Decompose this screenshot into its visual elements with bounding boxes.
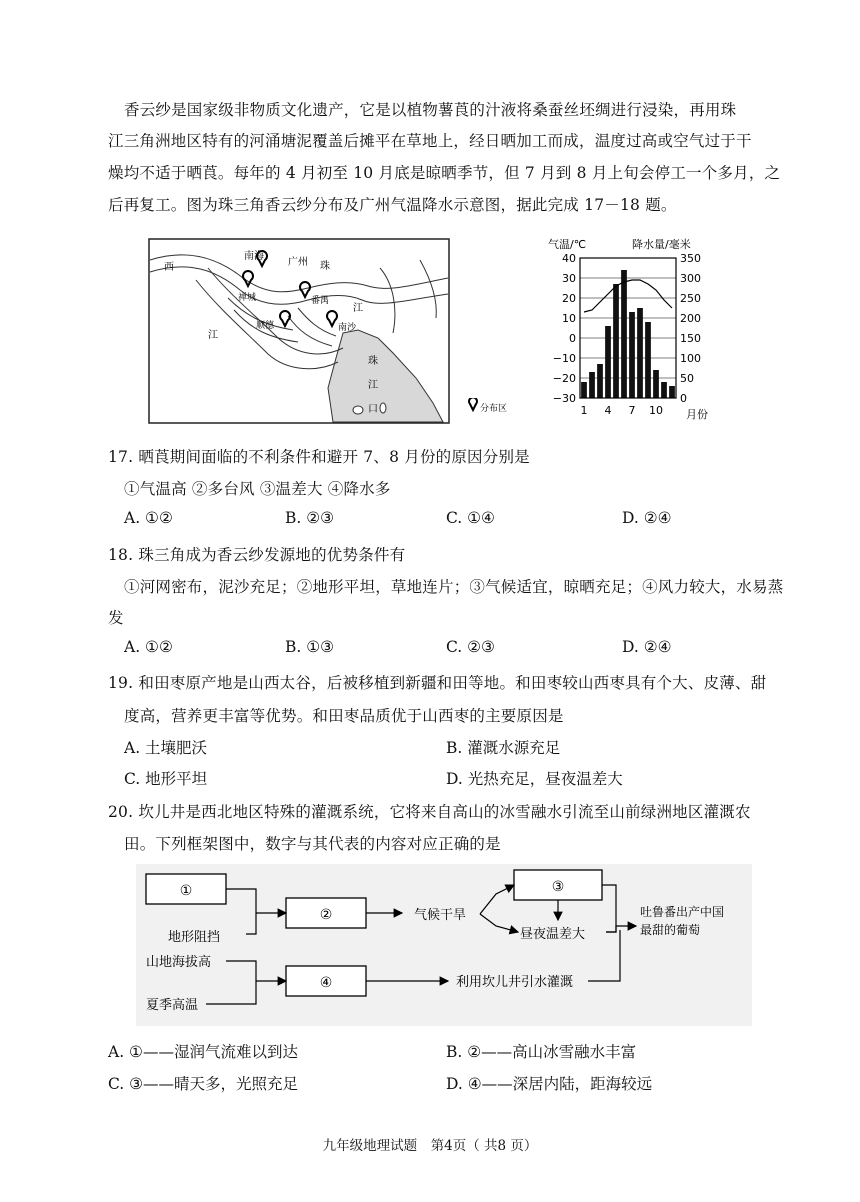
precipitation-bar (669, 386, 675, 398)
precipitation-bar (621, 270, 627, 398)
diagram-day-night-diff: 昼夜温差大 (520, 927, 586, 942)
map-label-jiang-east: 江 (353, 303, 363, 314)
q17-option-c[interactable]: C. ①④ (446, 509, 495, 527)
precipitation-bar (629, 312, 635, 398)
q19-option-a[interactable]: A. 土壤肥沃 (124, 739, 208, 757)
chart-right-tick: 200 (680, 312, 701, 325)
q18-option-a[interactable]: A. ①② (124, 638, 173, 656)
q17-stem: 17. 晒莨期间面临的不利条件和避开 7、8 月份的原因分别是 (108, 448, 530, 466)
map-label-estuary-zhu: 珠 (368, 356, 378, 367)
precipitation-bar (653, 370, 659, 398)
chart-right-tick: 300 (680, 272, 701, 285)
map-label-estuary-kou: 口 (368, 404, 378, 415)
intro-line-2: 江三角洲地区特有的河涌塘泥覆盖后摊平在草地上，经日晒加工而成，温度过高或空气过于干 (108, 132, 752, 150)
q20-option-c[interactable]: C. ③——晴天多，光照充足 (108, 1075, 299, 1093)
map-label-panyu: 番禺 (311, 296, 330, 306)
precipitation-bar (589, 372, 595, 398)
q19-option-c[interactable]: C. 地形平坦 (124, 770, 208, 788)
chart-right-tick: 150 (680, 332, 701, 345)
page-footer: 九年级地理试题 第4页（ 共8 页） (322, 1138, 538, 1154)
chart-x-tick: 4 (604, 404, 612, 417)
chart-left-tick: −10 (552, 352, 576, 365)
map-label-zhu: 珠 (320, 261, 330, 272)
chart-left-tick: −30 (552, 392, 576, 405)
diagram-box-4-label: ④ (319, 975, 333, 991)
q19-option-b[interactable]: B. 灌溉水源充足 (446, 739, 561, 757)
q19-option-d[interactable]: D. 光热充足，昼夜温差大 (446, 770, 623, 788)
chart-x-tick: 7 (628, 404, 636, 417)
q20-option-a[interactable]: A. ①——湿润气流难以到达 (108, 1043, 298, 1061)
chart-x-tick: 1 (580, 404, 588, 417)
q18-items-line2: 发 (108, 609, 124, 627)
q17-items: ①气温高 ②多台风 ③温差大 ④降水多 (124, 480, 391, 498)
q17-option-d[interactable]: D. ②④ (622, 509, 672, 527)
precipitation-bar (581, 382, 587, 398)
chart-left-tick: 20 (562, 292, 576, 305)
diagram-mountain-altitude: 山地海拔高 (146, 955, 212, 970)
pearl-river-delta-map (148, 238, 450, 424)
precipitation-bar (637, 308, 643, 398)
precipitation-bar (597, 364, 603, 398)
map-legend (466, 398, 516, 418)
map-label-nansha: 南沙 (338, 323, 357, 333)
chart-left-tick: 0 (569, 332, 576, 345)
diagram-result-line1: 吐鲁番出产中国 (640, 905, 725, 919)
karez-flow-diagram (136, 864, 752, 1026)
precipitation-bar (605, 326, 611, 398)
chart-right-tick: 100 (680, 352, 701, 365)
intro-line-3: 燥均不适于晒莨。每年的 4 月初至 10 月底是晾晒季节，但 7 月到 8 月上旬会停工一个多月，之 (108, 164, 781, 182)
chart-right-tick: 50 (680, 372, 694, 385)
map-label-estuary-jiang: 江 (368, 380, 378, 391)
guangzhou-climate-chart (536, 236, 720, 424)
diagram-summer-heat: 夏季高温 (146, 998, 199, 1013)
precipitation-bar (613, 284, 619, 398)
diagram-result-line2: 最甜的葡萄 (640, 923, 701, 937)
intro-line-4: 后再复工。图为珠三角香云纱分布及广州气温降水示意图，据此完成 17－18 题。 (108, 196, 677, 214)
map-label-shunde: 顺德 (256, 321, 275, 331)
intro-line-1: 香云纱是国家级非物质文化遗产，它是以植物薯莨的汁液将桑蚕丝坯绸进行浸染，再用珠 (124, 101, 737, 119)
map-label-chancheng: 禅城 (238, 293, 257, 303)
q18-option-c[interactable]: C. ②③ (446, 638, 495, 656)
q18-stem: 18. 珠三角成为香云纱发源地的优势条件有 (108, 546, 406, 564)
chart-x-label: 月份 (686, 408, 708, 421)
chart-right-tick: 350 (680, 252, 701, 265)
q18-option-b[interactable]: B. ①③ (285, 638, 335, 656)
chart-left-tick: 30 (562, 272, 576, 285)
q20-stem-line2: 田。下列框架图中，数字与其代表的内容对应正确的是 (124, 835, 501, 853)
precipitation-bar (661, 382, 667, 398)
q18-items-line1: ①河网密布，泥沙充足；②地形平坦，草地连片；③气候适宜，晾晒充足；④风力较大，水易蒸 (124, 578, 784, 596)
diagram-terrain-block: 地形阻挡 (168, 930, 221, 945)
diagram-box-3-label: ③ (551, 879, 565, 895)
map-legend-label: 分布区 (480, 404, 508, 414)
q19-stem-line2: 度高，营养更丰富等优势。和田枣品质优于山西枣的主要原因是 (124, 707, 564, 725)
chart-left-tick: 10 (562, 312, 576, 325)
temperature-curve (584, 280, 672, 312)
chart-left-tick: −20 (552, 372, 576, 385)
diagram-karez-irrigation: 利用坎儿井引水灌溉 (456, 975, 574, 990)
q17-option-a[interactable]: A. ①② (124, 509, 173, 527)
map-label-xi: 西 (164, 262, 174, 273)
diagram-box-2-label: ② (319, 907, 333, 923)
q19-stem-line1: 19. 和田枣原产地是山西太谷，后被移植到新疆和田等地。和田枣较山西枣具有个大、皮薄、甜 (108, 674, 767, 692)
q18-option-d[interactable]: D. ②④ (622, 638, 672, 656)
map-label-guangzhou: 广州 (288, 257, 308, 268)
map-label-nanhai: 南海 (244, 251, 264, 262)
diagram-box-1-label: ① (179, 883, 193, 899)
chart-right-tick: 250 (680, 292, 701, 305)
map-label-jiang-west: 江 (208, 330, 218, 341)
q20-option-d[interactable]: D. ④——深居内陆，距海较远 (446, 1075, 653, 1093)
chart-right-tick: 0 (680, 392, 687, 405)
chart-y-right-label: 降水量/毫米 (632, 238, 691, 251)
chart-y-left-label: 气温/℃ (548, 238, 587, 251)
q20-stem-line1: 20. 坎儿井是西北地区特殊的灌溉系统，它将来自高山的冰雪融水引流至山前绿洲地区灌溉农 (108, 803, 751, 821)
chart-x-tick: 10 (649, 404, 663, 417)
diagram-climate-dry: 气候干旱 (414, 908, 467, 923)
chart-left-tick: 40 (562, 252, 576, 265)
q17-option-b[interactable]: B. ②③ (285, 509, 335, 527)
q20-option-b[interactable]: B. ②——高山冰雪融水丰富 (446, 1043, 637, 1061)
precipitation-bar (645, 322, 651, 398)
